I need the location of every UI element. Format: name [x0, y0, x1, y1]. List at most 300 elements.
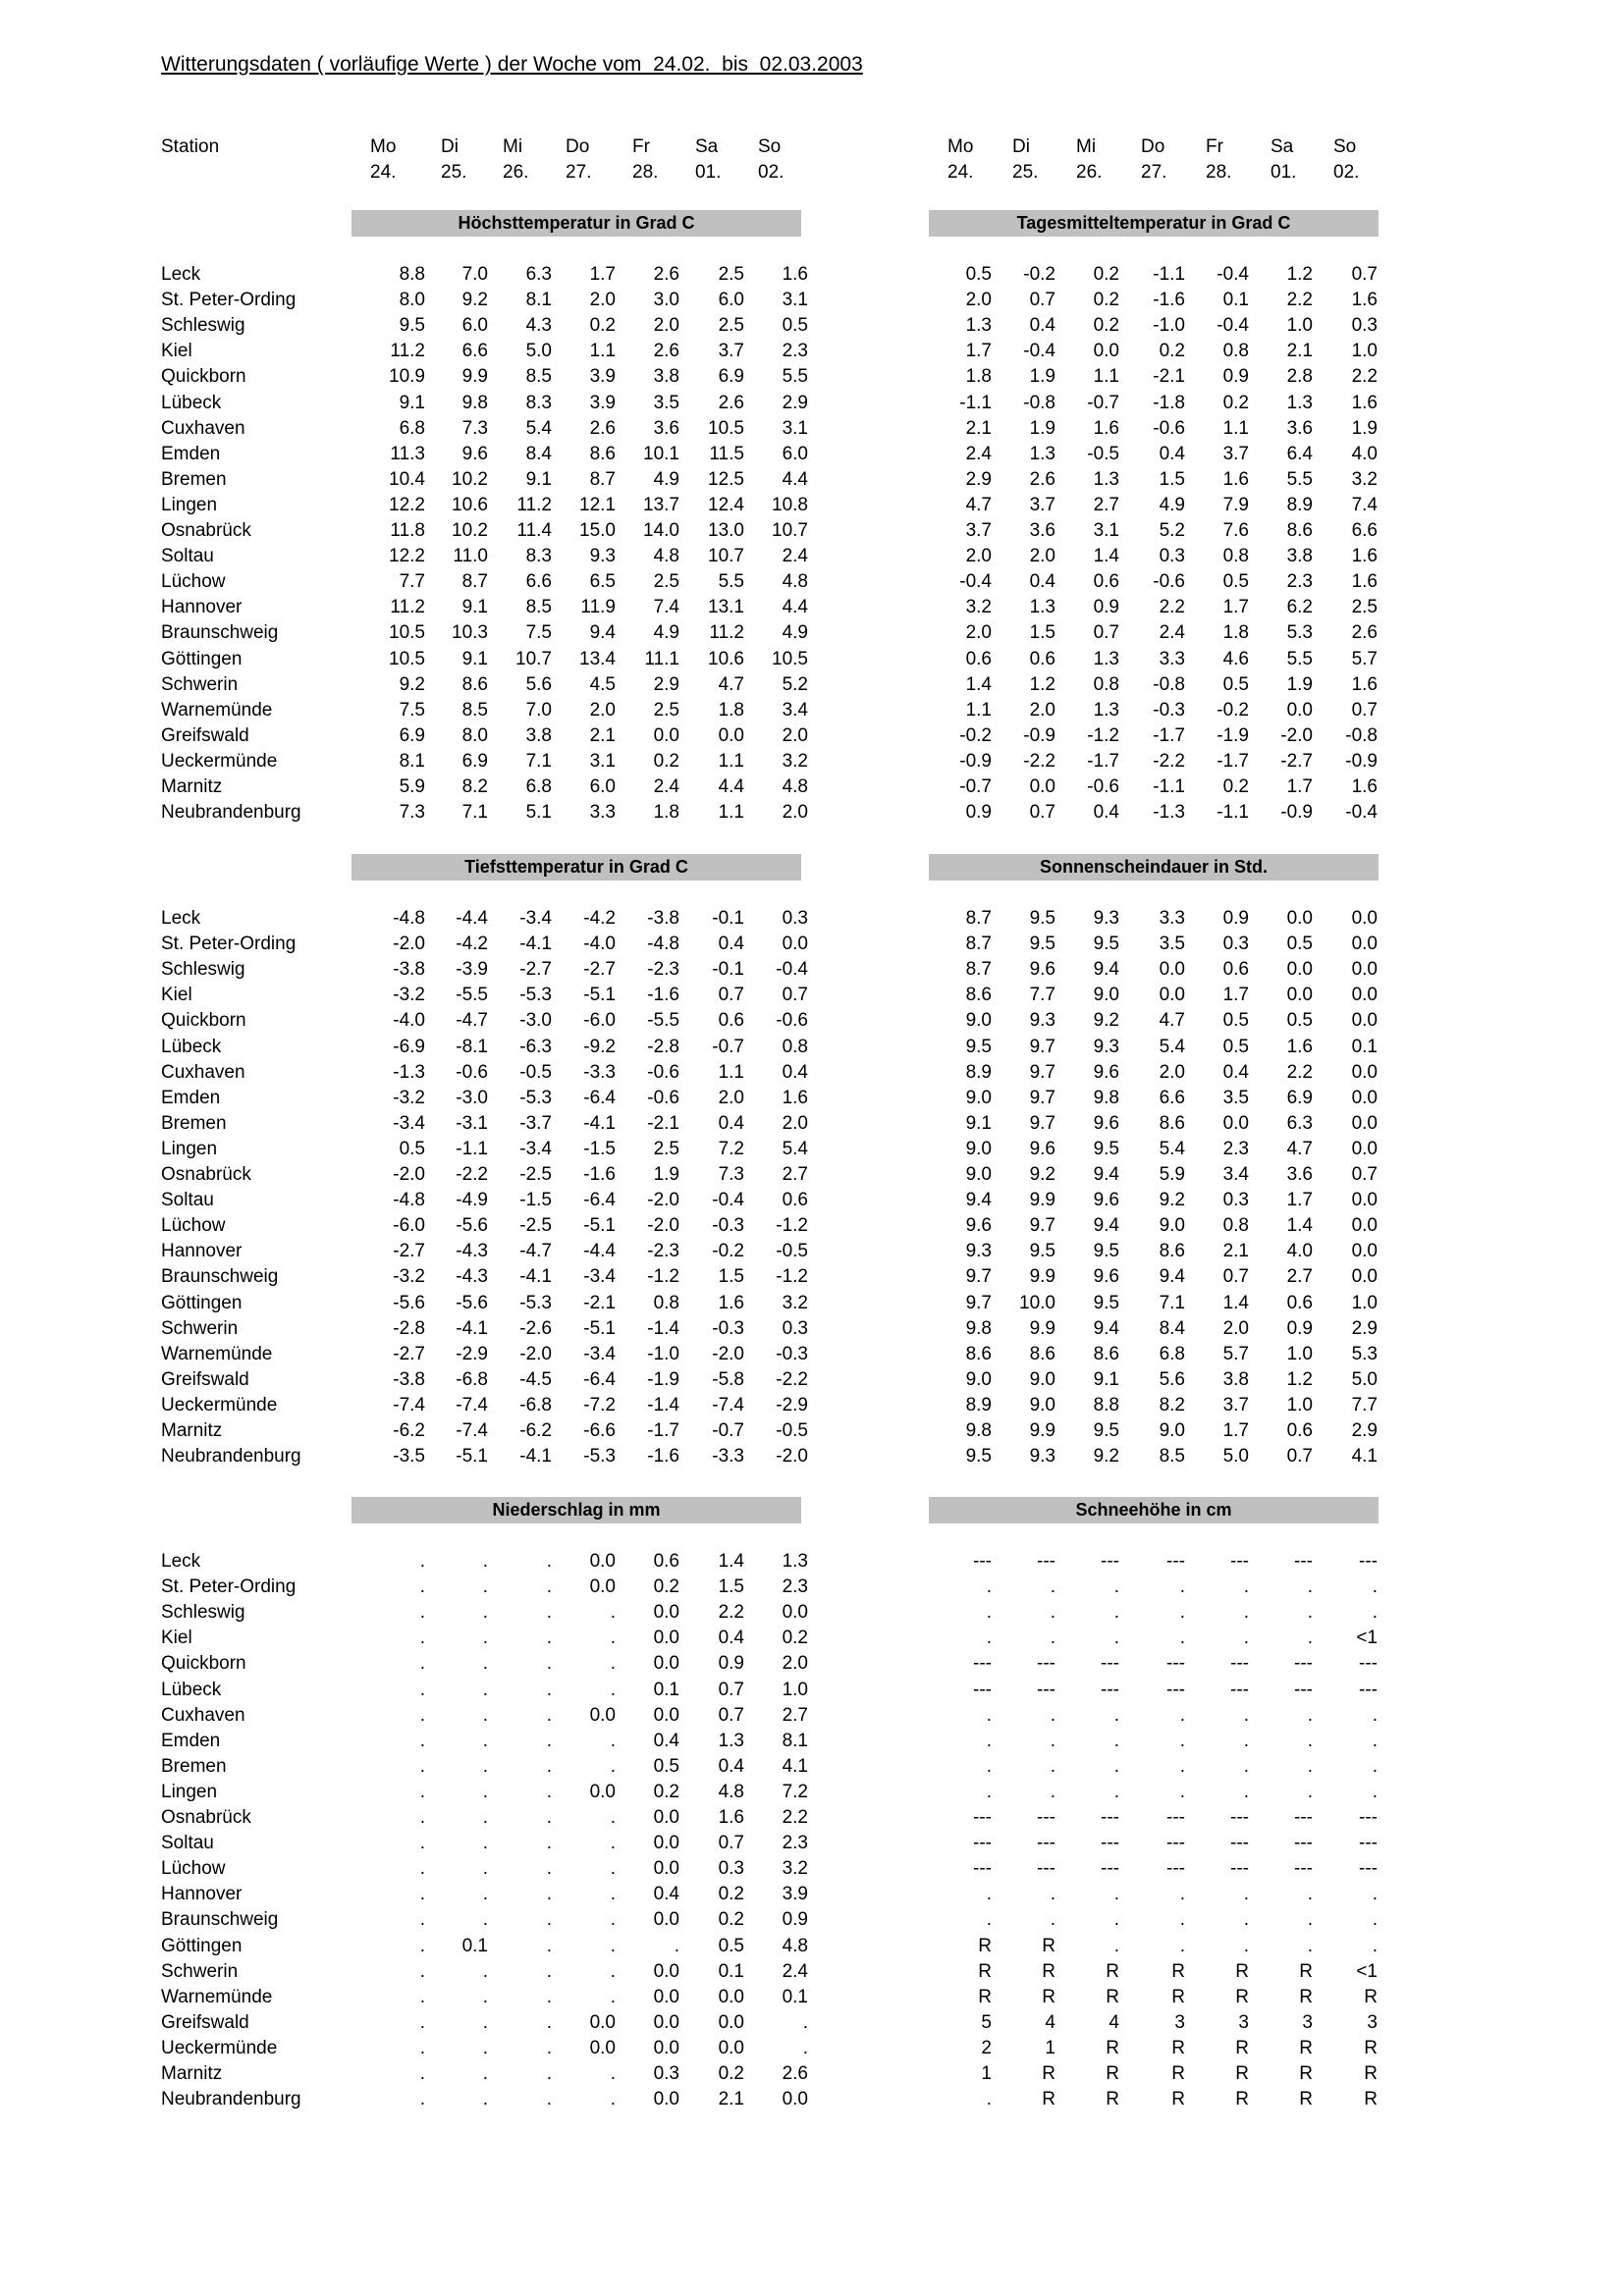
data-cell: 0.1 — [653, 1679, 679, 1700]
data-cell: R — [978, 1935, 992, 1956]
data-cell: -1.9 — [647, 1368, 679, 1390]
data-cell: 8.8 — [1093, 1394, 1119, 1415]
data-cell: . — [1113, 1781, 1119, 1802]
data-cell: . — [1179, 1935, 1185, 1956]
data-cell: R — [1106, 2063, 1119, 2084]
data-cell: 8.2 — [461, 776, 488, 797]
data-cell: 9.3 — [1029, 1010, 1055, 1032]
data-cell: 0.5 — [653, 1755, 679, 1777]
data-cell: -2.3 — [647, 1241, 679, 1262]
data-cell: 0.0 — [718, 724, 744, 746]
data-cell: -6.2 — [393, 1420, 425, 1441]
data-cell: 0.8 — [1222, 546, 1249, 567]
data-cell: -7.4 — [456, 1420, 488, 1441]
data-cell: -1.7 — [1087, 750, 1119, 772]
data-cell: 9.5 — [1029, 934, 1055, 955]
data-cell: . — [419, 1807, 425, 1828]
data-cell: --- — [1101, 1807, 1119, 1828]
data-cell: 2.3 — [782, 1576, 808, 1598]
data-cell: 9.7 — [1029, 1061, 1055, 1083]
data-cell: -5.1 — [583, 1317, 616, 1339]
data-cell: . — [482, 1679, 488, 1700]
data-cell: 10.2 — [452, 520, 488, 541]
data-cell: . — [482, 1858, 488, 1880]
data-cell: -6.0 — [393, 1215, 425, 1237]
data-cell: -2.0 — [712, 1343, 744, 1364]
data-cell: . — [546, 1858, 552, 1880]
data-cell: 8.7 — [965, 959, 992, 981]
data-cell: 1.3 — [1029, 597, 1055, 618]
data-cell: 0.0 — [653, 724, 679, 746]
data-cell: -3.1 — [456, 1112, 488, 1134]
data-cell: . — [1307, 1730, 1313, 1751]
data-cell: R — [1299, 2089, 1313, 2110]
data-cell: 2.3 — [782, 341, 808, 362]
data-cell: 7.4 — [1351, 494, 1378, 515]
data-cell: 3.8 — [525, 724, 552, 746]
data-cell: 2.6 — [653, 264, 679, 285]
station-name: Lübeck — [161, 1679, 222, 1700]
data-cell: 11.4 — [516, 520, 552, 541]
data-cell: -1.2 — [1087, 724, 1119, 746]
data-cell: 2.4 — [653, 776, 679, 797]
data-cell: 1.6 — [1351, 290, 1378, 311]
data-cell: 1.6 — [1222, 468, 1249, 490]
data-cell: 0.3 — [1159, 546, 1185, 567]
data-cell: --- — [1294, 1858, 1313, 1880]
data-cell: . — [482, 2063, 488, 2084]
data-cell: -4.2 — [456, 934, 488, 955]
data-cell: 3.5 — [653, 392, 679, 413]
station-name: Warnemünde — [161, 1343, 273, 1364]
data-cell: 0.2 — [1159, 341, 1185, 362]
data-cell: R — [1299, 2063, 1313, 2084]
data-cell: 6.6 — [461, 341, 488, 362]
data-cell: -6.2 — [519, 1420, 552, 1441]
data-cell: -1.6 — [1153, 290, 1185, 311]
data-cell: 3.1 — [1093, 520, 1119, 541]
data-cell: --- — [1230, 1833, 1249, 1854]
data-cell: -6.4 — [583, 1190, 616, 1211]
data-cell: -1.2 — [647, 1266, 679, 1288]
data-cell: . — [482, 1602, 488, 1624]
station-name: Göttingen — [161, 1935, 243, 1956]
data-cell: -2.7 — [583, 959, 616, 981]
data-cell: 3.9 — [782, 1884, 808, 1905]
data-cell: -4.8 — [393, 908, 425, 929]
data-cell: 9.3 — [1093, 1036, 1119, 1057]
data-cell: 5.4 — [525, 417, 552, 439]
data-cell: -0.6 — [776, 1010, 808, 1032]
data-cell: 0.7 — [1351, 264, 1378, 285]
data-cell: --- — [1101, 1679, 1119, 1700]
data-cell: 9.1 — [525, 468, 552, 490]
data-cell: -2.8 — [393, 1317, 425, 1339]
data-cell: 2.3 — [1286, 571, 1313, 593]
data-cell: 8.2 — [1159, 1394, 1185, 1415]
data-cell: 0.5 — [1286, 934, 1313, 955]
data-cell: 0.0 — [718, 2011, 744, 2033]
data-cell: --- — [973, 1807, 992, 1828]
data-cell: 9.6 — [1093, 1190, 1119, 1211]
data-cell: R — [1364, 2037, 1378, 2058]
data-cell: 5.5 — [782, 366, 808, 388]
data-cell: 1.9 — [653, 1164, 679, 1185]
station-name: Lingen — [161, 494, 218, 515]
data-cell: 0.7 — [1222, 1266, 1249, 1288]
data-cell: -1.5 — [583, 1138, 616, 1159]
data-cell: . — [1050, 1909, 1055, 1931]
data-cell: 6.4 — [1286, 443, 1313, 464]
data-cell: 0.0 — [1286, 699, 1313, 721]
data-cell: 0.5 — [1222, 1036, 1249, 1057]
data-cell: . — [1307, 1781, 1313, 1802]
data-cell: 1.7 — [965, 341, 992, 362]
data-cell: -0.6 — [647, 1061, 679, 1083]
data-cell: 2.1 — [718, 2089, 744, 2110]
data-cell: -1.0 — [647, 1343, 679, 1364]
data-cell: . — [986, 1909, 992, 1931]
data-cell: . — [1179, 1730, 1185, 1751]
data-cell: 2.0 — [718, 1087, 744, 1108]
data-cell: 1.6 — [1351, 392, 1378, 413]
station-name: Ueckermünde — [161, 2037, 278, 2058]
station-name: Hannover — [161, 1884, 243, 1905]
data-cell: 0.0 — [1351, 1190, 1378, 1211]
data-cell: . — [802, 2011, 808, 2033]
data-cell: 10.2 — [452, 468, 488, 490]
data-cell: -1.3 — [393, 1061, 425, 1083]
data-cell: --- — [1230, 1858, 1249, 1880]
data-cell: 2.7 — [782, 1164, 808, 1185]
data-cell: 11.5 — [709, 443, 744, 464]
station-name: Braunschweig — [161, 622, 279, 644]
data-cell: 2.2 — [1286, 290, 1313, 311]
data-cell: -3.8 — [393, 1368, 425, 1390]
data-cell: 0.3 — [1351, 315, 1378, 337]
data-cell: 8.7 — [965, 934, 992, 955]
data-cell: . — [1307, 1628, 1313, 1649]
data-cell: 8.7 — [461, 571, 488, 593]
station-name: Kiel — [161, 1628, 192, 1649]
data-cell: . — [1113, 1628, 1119, 1649]
data-cell: 3.7 — [718, 341, 744, 362]
data-cell: . — [419, 1704, 425, 1726]
data-cell: 4.8 — [782, 776, 808, 797]
data-cell: 0.7 — [782, 985, 808, 1006]
data-cell: . — [1113, 1602, 1119, 1624]
data-cell: 13.4 — [579, 648, 616, 669]
data-cell: . — [1113, 1909, 1119, 1931]
data-cell: 13.1 — [708, 597, 744, 618]
data-cell: 0.0 — [653, 1653, 679, 1675]
data-cell: R — [1106, 2037, 1119, 2058]
data-cell: -0.7 — [712, 1036, 744, 1057]
data-cell: 3.8 — [1286, 546, 1313, 567]
data-cell: 9.2 — [1159, 1190, 1185, 1211]
data-cell: 0.7 — [1029, 290, 1055, 311]
data-cell: 0.5 — [1286, 1010, 1313, 1032]
data-cell: 0.7 — [1351, 699, 1378, 721]
data-cell: 0.0 — [1093, 341, 1119, 362]
data-cell: 1.6 — [1351, 776, 1378, 797]
data-cell: 0.1 — [1222, 290, 1249, 311]
data-cell: . — [546, 1935, 552, 1956]
data-cell: -1.7 — [647, 1420, 679, 1441]
data-cell: R — [1299, 2037, 1313, 2058]
data-cell: -0.4 — [959, 571, 992, 593]
data-cell: <1 — [1356, 1628, 1378, 1649]
data-cell: . — [1050, 1884, 1055, 1905]
data-cell: 0.6 — [782, 1190, 808, 1211]
data-cell: . — [610, 1628, 616, 1649]
data-cell: 0.3 — [718, 1858, 744, 1880]
data-cell: 2.4 — [782, 1960, 808, 1982]
data-cell: 3.5 — [1222, 1087, 1249, 1108]
data-cell: 0.0 — [782, 934, 808, 955]
data-cell: 7.2 — [718, 1138, 744, 1159]
data-cell: 0.4 — [653, 1730, 679, 1751]
data-cell: 1.8 — [653, 802, 679, 824]
data-cell: 9.5 — [1093, 1292, 1119, 1313]
data-cell: 9.4 — [589, 622, 616, 644]
data-cell: -0.9 — [1345, 750, 1378, 772]
data-cell: 10.8 — [772, 494, 808, 515]
date-header: 01. — [695, 162, 722, 183]
data-cell: 1.4 — [965, 673, 992, 695]
data-cell: 6.6 — [1351, 520, 1378, 541]
day-header: So — [758, 136, 782, 157]
data-cell: 0.0 — [1351, 1010, 1378, 1032]
data-cell: 0.0 — [718, 1986, 744, 2007]
data-cell: 13.7 — [643, 494, 679, 515]
data-cell: --- — [1359, 1653, 1378, 1675]
station-name: Kiel — [161, 985, 192, 1006]
data-cell: 8.6 — [1029, 1343, 1055, 1364]
data-cell: 0.2 — [1093, 264, 1119, 285]
data-cell: 3 — [1174, 2011, 1185, 2033]
data-cell: 1.4 — [1093, 546, 1119, 567]
data-cell: -4.0 — [393, 1010, 425, 1032]
data-cell: 0.0 — [1286, 985, 1313, 1006]
data-cell: 8.5 — [1159, 1446, 1185, 1468]
data-cell: 2.5 — [718, 315, 744, 337]
data-cell: 8.5 — [461, 699, 488, 721]
data-cell: 1.9 — [1286, 673, 1313, 695]
data-cell: R — [1106, 1986, 1119, 2007]
data-cell: 8.6 — [461, 673, 488, 695]
data-cell: 0.2 — [718, 2063, 744, 2084]
data-cell: -0.1 — [712, 908, 744, 929]
data-cell: --- — [1359, 1858, 1378, 1880]
data-cell: 5.3 — [1286, 622, 1313, 644]
data-cell: 11.0 — [453, 546, 488, 567]
data-cell: 0.9 — [1093, 597, 1119, 618]
data-cell: 7.7 — [1351, 1394, 1378, 1415]
data-cell: . — [482, 2089, 488, 2110]
data-cell: 9.6 — [1093, 1266, 1119, 1288]
station-name: Leck — [161, 908, 201, 929]
data-cell: 7.0 — [525, 699, 552, 721]
data-cell: 0.7 — [1029, 802, 1055, 824]
data-cell: 5.7 — [1222, 1343, 1249, 1364]
data-cell: R — [1171, 2037, 1185, 2058]
data-cell: --- — [1166, 1858, 1185, 1880]
data-cell: . — [610, 1858, 616, 1880]
data-cell: 6.9 — [718, 366, 744, 388]
data-cell: 2.0 — [782, 1653, 808, 1675]
data-cell: 4.9 — [1159, 494, 1185, 515]
data-cell: 4.9 — [653, 622, 679, 644]
data-cell: --- — [1101, 1833, 1119, 1854]
data-cell: 5.6 — [525, 673, 552, 695]
data-cell: -0.7 — [712, 1420, 744, 1441]
data-cell: --- — [1166, 1833, 1185, 1854]
data-cell: . — [546, 1960, 552, 1982]
data-cell: 2.6 — [782, 2063, 808, 2084]
data-cell: . — [1372, 1935, 1378, 1956]
data-cell: 0.7 — [1351, 1164, 1378, 1185]
station-name: Ueckermünde — [161, 750, 278, 772]
station-name: St. Peter-Ording — [161, 1576, 297, 1598]
data-cell: 0.0 — [653, 1704, 679, 1726]
data-cell: . — [1243, 1909, 1249, 1931]
data-cell: 0.0 — [589, 2037, 616, 2058]
data-cell: . — [610, 1960, 616, 1982]
data-cell: 9.1 — [461, 597, 488, 618]
data-cell: --- — [1037, 1858, 1055, 1880]
data-cell: 1.7 — [1222, 985, 1249, 1006]
data-cell: -3.5 — [393, 1446, 425, 1468]
data-cell: --- — [973, 1679, 992, 1700]
data-cell: -3.0 — [519, 1010, 552, 1032]
data-cell: -0.3 — [712, 1215, 744, 1237]
data-cell: -5.6 — [456, 1215, 488, 1237]
data-cell: . — [546, 1986, 552, 2007]
date-header: 26. — [503, 162, 529, 183]
data-cell: --- — [1230, 1807, 1249, 1828]
data-cell: 9.6 — [1093, 1112, 1119, 1134]
data-cell: 9.2 — [461, 290, 488, 311]
data-cell: 9.8 — [965, 1317, 992, 1339]
data-cell: . — [546, 1602, 552, 1624]
data-cell: 0.0 — [1351, 1061, 1378, 1083]
data-cell: 10.7 — [515, 648, 552, 669]
data-cell: --- — [973, 1653, 992, 1675]
data-cell: 2.9 — [782, 392, 808, 413]
data-cell: 9.0 — [1029, 1368, 1055, 1390]
data-cell: . — [986, 1704, 992, 1726]
data-cell: . — [1050, 1576, 1055, 1598]
data-cell: 5.0 — [525, 341, 552, 362]
data-cell: 1.0 — [1351, 341, 1378, 362]
data-cell: 0.4 — [1029, 315, 1055, 337]
data-cell: 0.0 — [1351, 934, 1378, 955]
data-cell: 0.7 — [718, 1833, 744, 1854]
data-cell: 7.1 — [461, 802, 488, 824]
data-cell: -0.5 — [776, 1241, 808, 1262]
data-cell: . — [1372, 1602, 1378, 1624]
data-cell: -3.2 — [393, 985, 425, 1006]
data-cell: 9.6 — [1093, 1061, 1119, 1083]
data-cell: . — [1372, 1576, 1378, 1598]
data-cell: 7.3 — [399, 802, 425, 824]
data-cell: -4.4 — [456, 908, 488, 929]
data-cell: -3.0 — [456, 1087, 488, 1108]
data-cell: 9.4 — [1093, 1215, 1119, 1237]
data-cell: -6.0 — [583, 1010, 616, 1032]
data-cell: 8.1 — [525, 290, 552, 311]
data-cell: . — [1243, 1781, 1249, 1802]
data-cell: 10.5 — [772, 648, 808, 669]
data-cell: 4.3 — [525, 315, 552, 337]
data-cell: . — [1372, 1755, 1378, 1777]
data-cell: -2.2 — [1153, 750, 1185, 772]
data-cell: . — [419, 1986, 425, 2007]
data-cell: R — [1235, 1960, 1249, 1982]
data-cell: 2.7 — [782, 1704, 808, 1726]
data-cell: . — [419, 1628, 425, 1649]
data-cell: . — [1243, 1576, 1249, 1598]
data-cell: . — [419, 1755, 425, 1777]
data-cell: 1.1 — [1222, 417, 1249, 439]
data-cell: -2.0 — [647, 1190, 679, 1211]
data-cell: . — [1113, 1755, 1119, 1777]
data-cell: -3.2 — [393, 1266, 425, 1288]
data-cell: 8.0 — [461, 724, 488, 746]
data-cell: -2.9 — [456, 1343, 488, 1364]
data-cell: . — [610, 1833, 616, 1854]
data-cell: 0.0 — [1159, 985, 1185, 1006]
data-cell: 8.9 — [1286, 494, 1313, 515]
data-cell: -0.8 — [1023, 392, 1055, 413]
data-cell: -0.2 — [1023, 264, 1055, 285]
data-cell: . — [546, 1653, 552, 1675]
data-cell: 1.2 — [1286, 1368, 1313, 1390]
data-cell: 9.9 — [1029, 1317, 1055, 1339]
data-cell: 6.9 — [399, 724, 425, 746]
data-cell: 9.8 — [1093, 1087, 1119, 1108]
data-cell: 4.9 — [653, 468, 679, 490]
data-cell: . — [674, 1935, 679, 1956]
data-cell: --- — [1230, 1551, 1249, 1572]
data-cell: . — [482, 1960, 488, 1982]
data-cell: 2.1 — [965, 417, 992, 439]
data-cell: 0.1 — [461, 1935, 488, 1956]
station-name: Lüchow — [161, 571, 226, 593]
data-cell: 12.5 — [708, 468, 744, 490]
data-cell: 0.0 — [653, 2089, 679, 2110]
data-cell: 1 — [1045, 2037, 1055, 2058]
data-cell: -0.2 — [959, 724, 992, 746]
data-cell: --- — [1359, 1679, 1378, 1700]
data-cell: -0.1 — [712, 959, 744, 981]
data-cell: 6.8 — [399, 417, 425, 439]
data-cell: 0.5 — [1222, 673, 1249, 695]
station-name: Leck — [161, 1551, 201, 1572]
data-cell: 1.0 — [1286, 1394, 1313, 1415]
data-cell: -2.0 — [393, 1164, 425, 1185]
data-cell: --- — [1101, 1653, 1119, 1675]
data-cell: -1.5 — [519, 1190, 552, 1211]
data-cell: 6.9 — [461, 750, 488, 772]
station-name: Schwerin — [161, 673, 239, 695]
data-cell: 0.2 — [589, 315, 616, 337]
station-name: St. Peter-Ording — [161, 934, 297, 955]
data-cell: -0.4 — [776, 959, 808, 981]
data-cell: 3.6 — [1286, 1164, 1313, 1185]
data-cell: . — [802, 2037, 808, 2058]
